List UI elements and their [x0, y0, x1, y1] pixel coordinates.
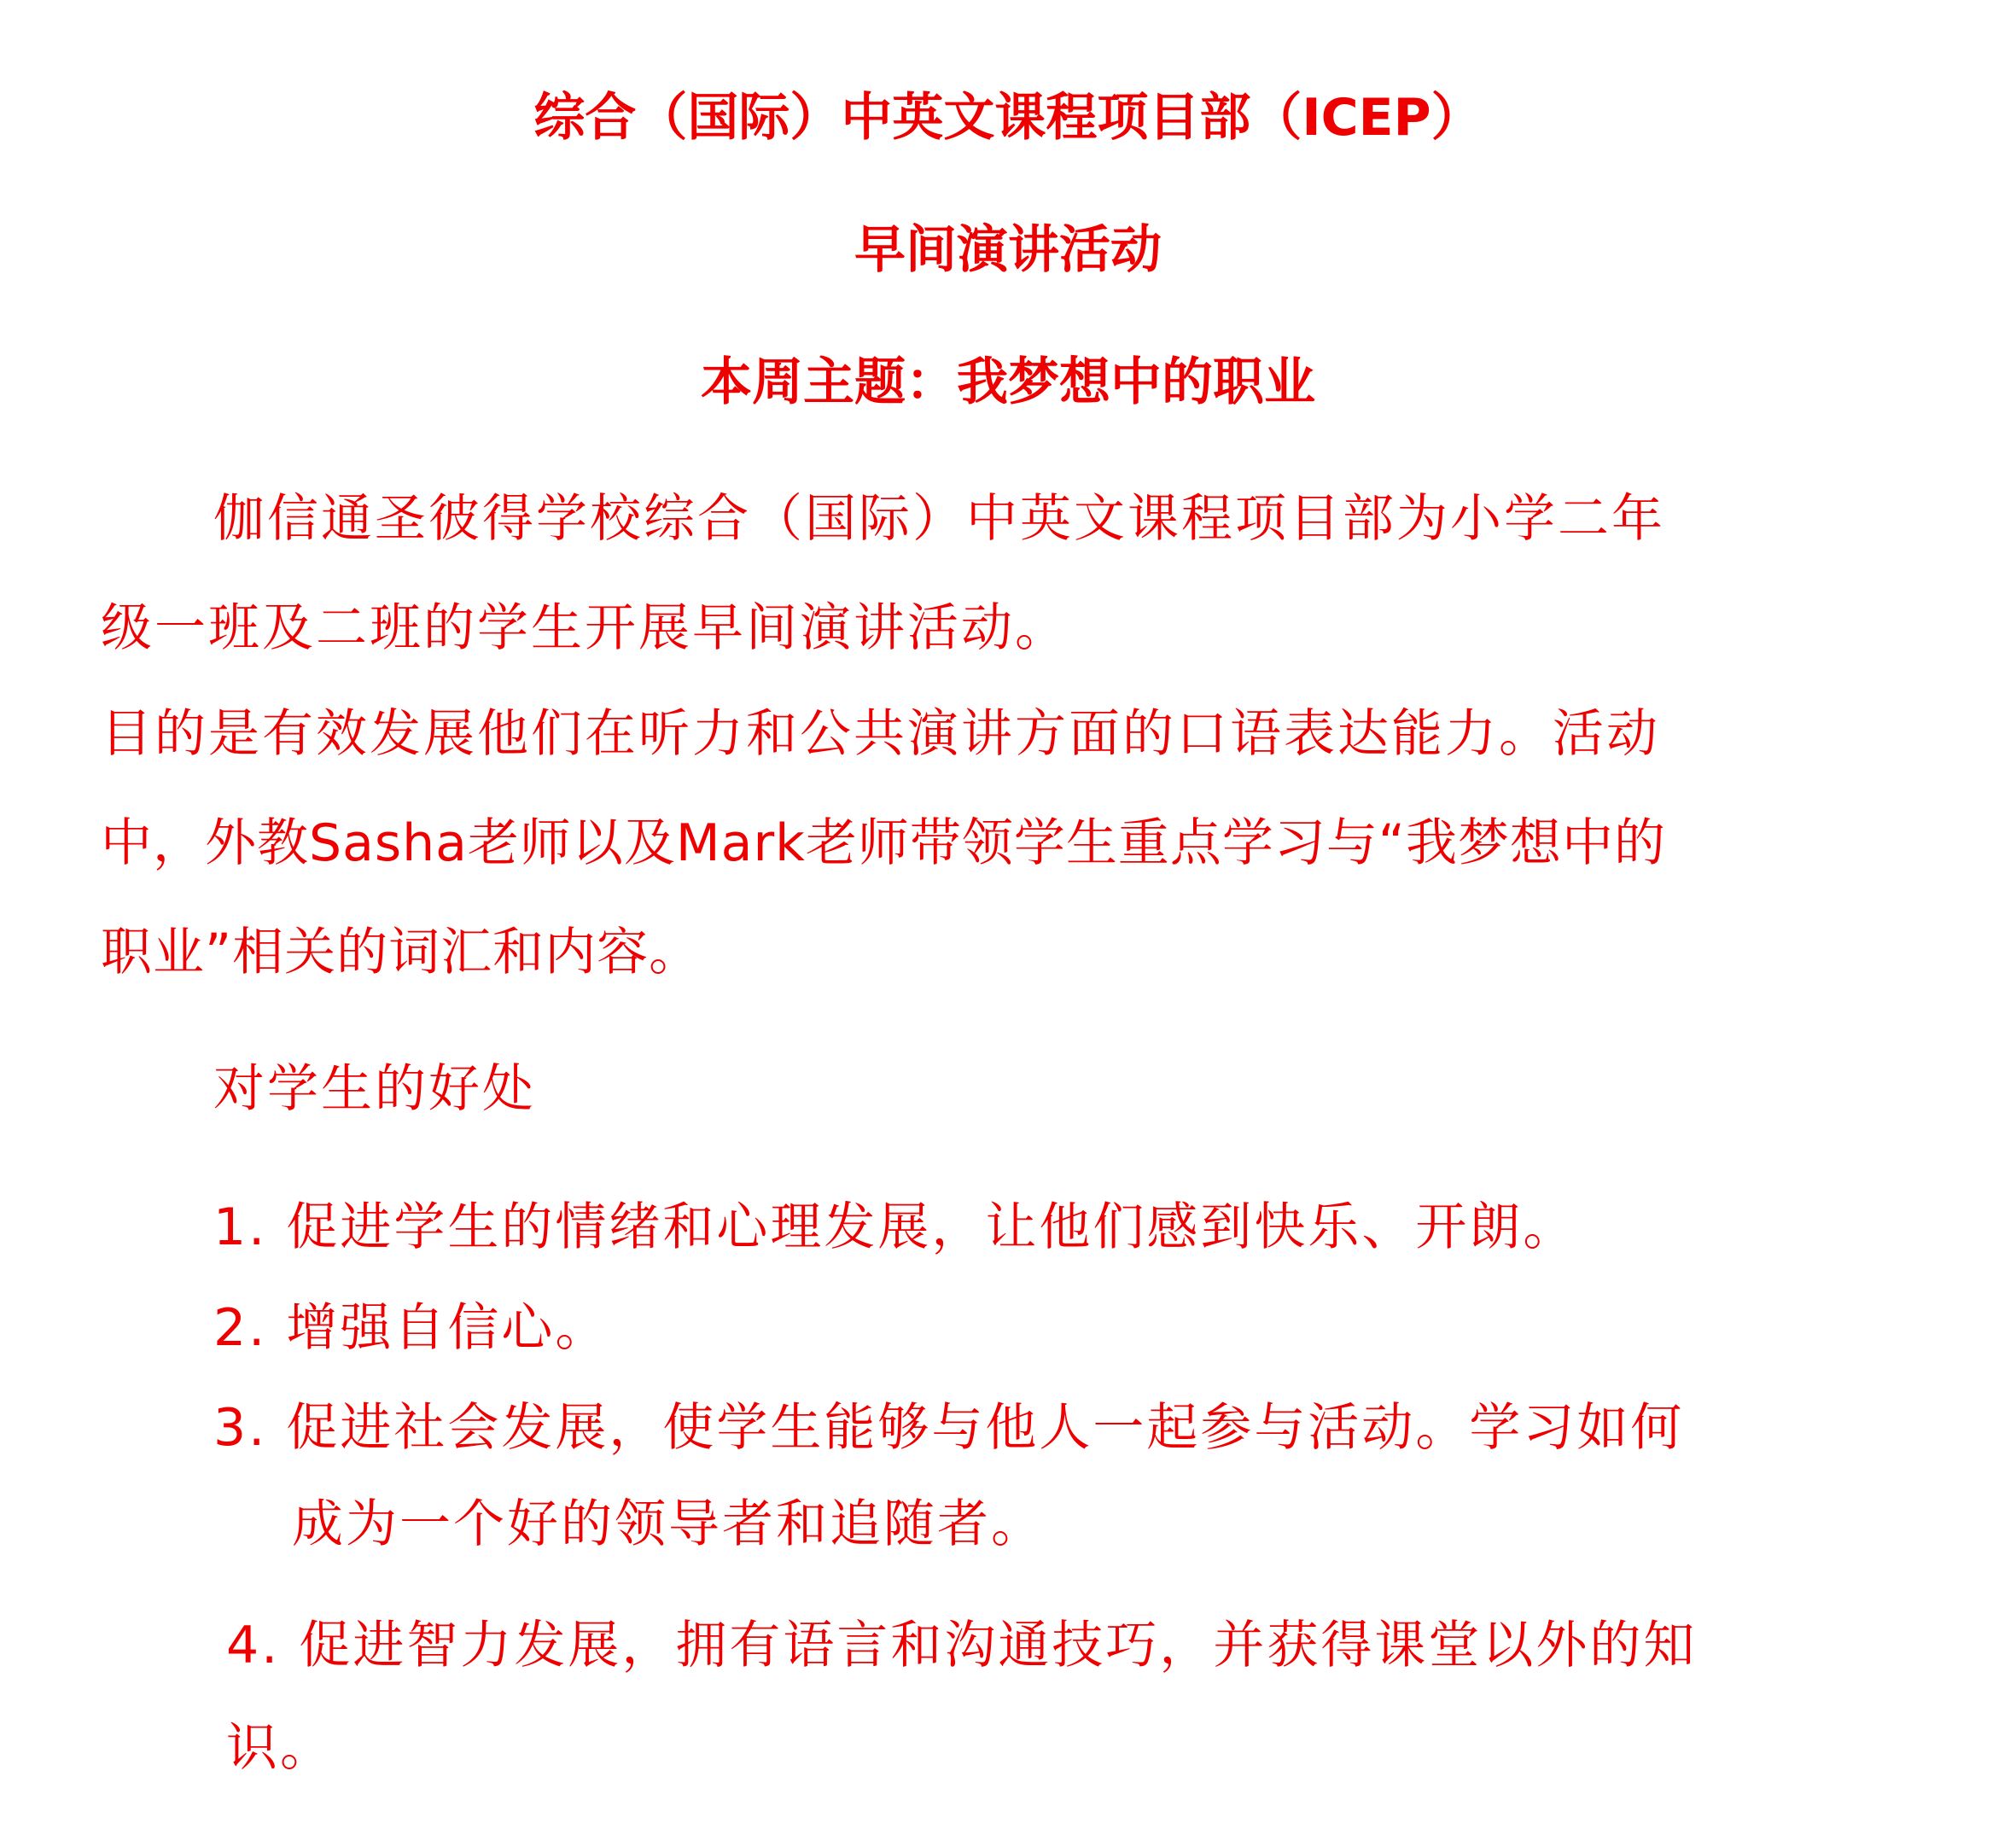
benefit-item-4-line-1: 4. 促进智力发展，拥有语言和沟通技巧，并获得课堂以外的知 — [226, 1616, 1698, 1675]
intro-line-2: 级一班及二班的学生开展早间演讲活动。 — [101, 598, 1069, 658]
benefit-item-4-line-2: 识。 — [226, 1718, 334, 1778]
benefit-item-2: 2. 增强自信心。 — [213, 1298, 609, 1358]
theme-title: 本周主题：我梦想中的职业 — [701, 352, 1315, 412]
benefit-item-1: 1. 促进学生的情绪和心理发展，让他们感到快乐、开朗。 — [213, 1197, 1577, 1257]
benefit-item-3-line-2: 成为一个好的领导者和追随者。 — [292, 1494, 1045, 1554]
intro-line-5: 职业”相关的词汇和内容。 — [101, 923, 702, 982]
department-title: 综合（国际）中英文课程项目部（ICEP） — [533, 88, 1483, 148]
intro-line-4: 中，外教Sasha老师以及Mark老师带领学生重点学习与“我梦想中的 — [101, 813, 1666, 873]
intro-line-3: 目的是有效发展他们在听力和公共演讲方面的口语表达能力。活动 — [101, 704, 1660, 764]
benefits-heading: 对学生的好处 — [213, 1059, 536, 1119]
benefit-item-3-line-1: 3. 促进社会发展，使学生能够与他人一起参与活动。学习如何 — [213, 1398, 1685, 1458]
intro-line-1: 伽信通圣彼得学校综合（国际）中英文课程项目部为小学二年 — [213, 489, 1665, 549]
activity-title: 早间演讲活动 — [854, 220, 1162, 280]
